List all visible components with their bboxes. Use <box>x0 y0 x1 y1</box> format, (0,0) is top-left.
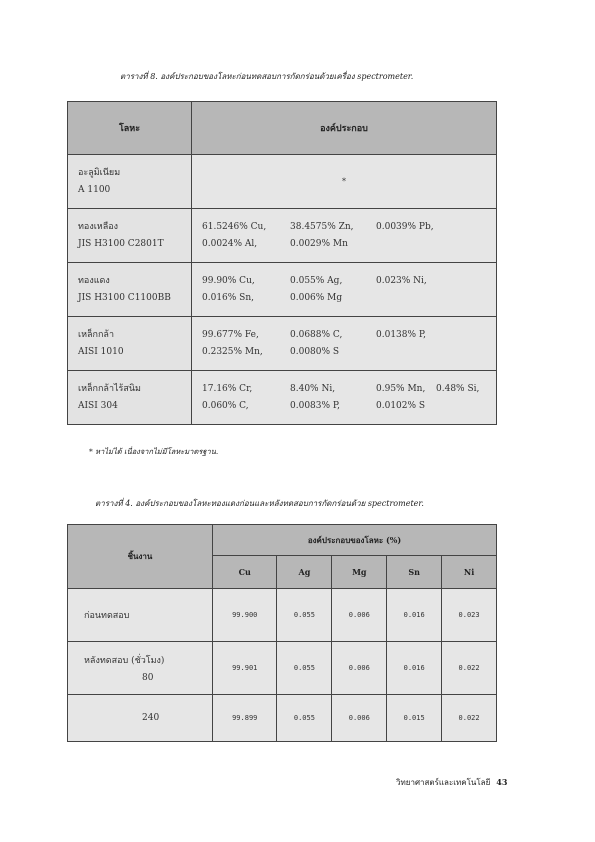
composition-cell: 61.5246% Cu, 38.4575% Zn, 0.0039% Pb, 0.0024% Al, 0.0029% Mn <box>192 209 497 263</box>
header-cu: Cu <box>213 556 277 589</box>
page-footer <box>396 776 507 789</box>
metal-cell: เหล็กกล้าไร้สนิม AISI 304 <box>68 371 192 425</box>
table2-caption: ตารางที่ 4. องค์ประกอบของโลหะทองแดงก่อนและหลังทดสอบการกัดกร่อนด้วย spectrometer. <box>95 499 424 508</box>
table-row: 240 99.899 0.055 0.006 0.015 0.022 <box>68 695 497 742</box>
header-composition-percent: องค์ประกอบของโลหะ (%) <box>213 525 497 556</box>
header-specimen: ชิ้นงาน <box>68 525 213 589</box>
table1-caption: ตารางที่ 8. องค์ประกอบของโลหะก่อนทดสอบการกัดกร่อนด้วยเครื่อง spectrometer. <box>120 72 414 81</box>
table-row <box>68 371 497 425</box>
footnote: * หาไม่ได้ เนื่องจากไม่มีโลหะมาตรฐาน. <box>89 447 219 456</box>
page-number: 43 <box>496 777 508 787</box>
header-metal: โลหะ <box>68 102 192 155</box>
table-row <box>68 263 497 317</box>
copper-composition-table <box>67 524 497 742</box>
header-ag: Ag <box>277 556 332 589</box>
row-label: หลังทดสอบ (ชั่วโมง) 80 <box>68 642 213 695</box>
metal-cell: ทองแดง JIS H3100 C1100BB <box>68 263 192 317</box>
table-row: หลังทดสอบ (ชั่วโมง) 80 99.901 0.055 0.006 0.016 0.022 <box>68 642 497 695</box>
header-ni: Ni <box>442 556 497 589</box>
metal-cell: อะลูมิเนียม A 1100 <box>68 155 192 209</box>
metal-cell: เหล็กกล้า AISI 1010 <box>68 317 192 371</box>
journal-name: วิทยาศาสตร์และเทคโนโลยี <box>396 778 491 787</box>
not-available-mark: * <box>192 155 497 209</box>
header-sn: Sn <box>387 556 442 589</box>
row-label: ก่อนทดสอบ <box>68 589 213 642</box>
composition-cell: 99.677% Fe, 0.0688% C, 0.0138% P, 0.2325% Mn, 0.0080% S <box>192 317 497 371</box>
composition-cell: 17.16% Cr, 8.40% Ni, 0.95% Mn, 0.48% Si, 0.060% C, 0.0083% P, 0.0102% S <box>192 371 497 425</box>
table-row: ก่อนทดสอบ 99.900 0.055 0.006 0.016 0.023 <box>68 589 497 642</box>
header-mg: Mg <box>332 556 387 589</box>
metal-cell: ทองเหลือง JIS H3100 C2801T <box>68 209 192 263</box>
header-composition: องค์ประกอบ <box>192 102 497 155</box>
composition-table-before <box>67 101 497 425</box>
table-row <box>68 317 497 371</box>
row-label: 240 <box>68 695 213 742</box>
composition-cell: 99.90% Cu, 0.055% Ag, 0.023% Ni, 0.016% Sn, 0.006% Mg <box>192 263 497 317</box>
table-row <box>68 155 497 209</box>
table-row <box>68 209 497 263</box>
